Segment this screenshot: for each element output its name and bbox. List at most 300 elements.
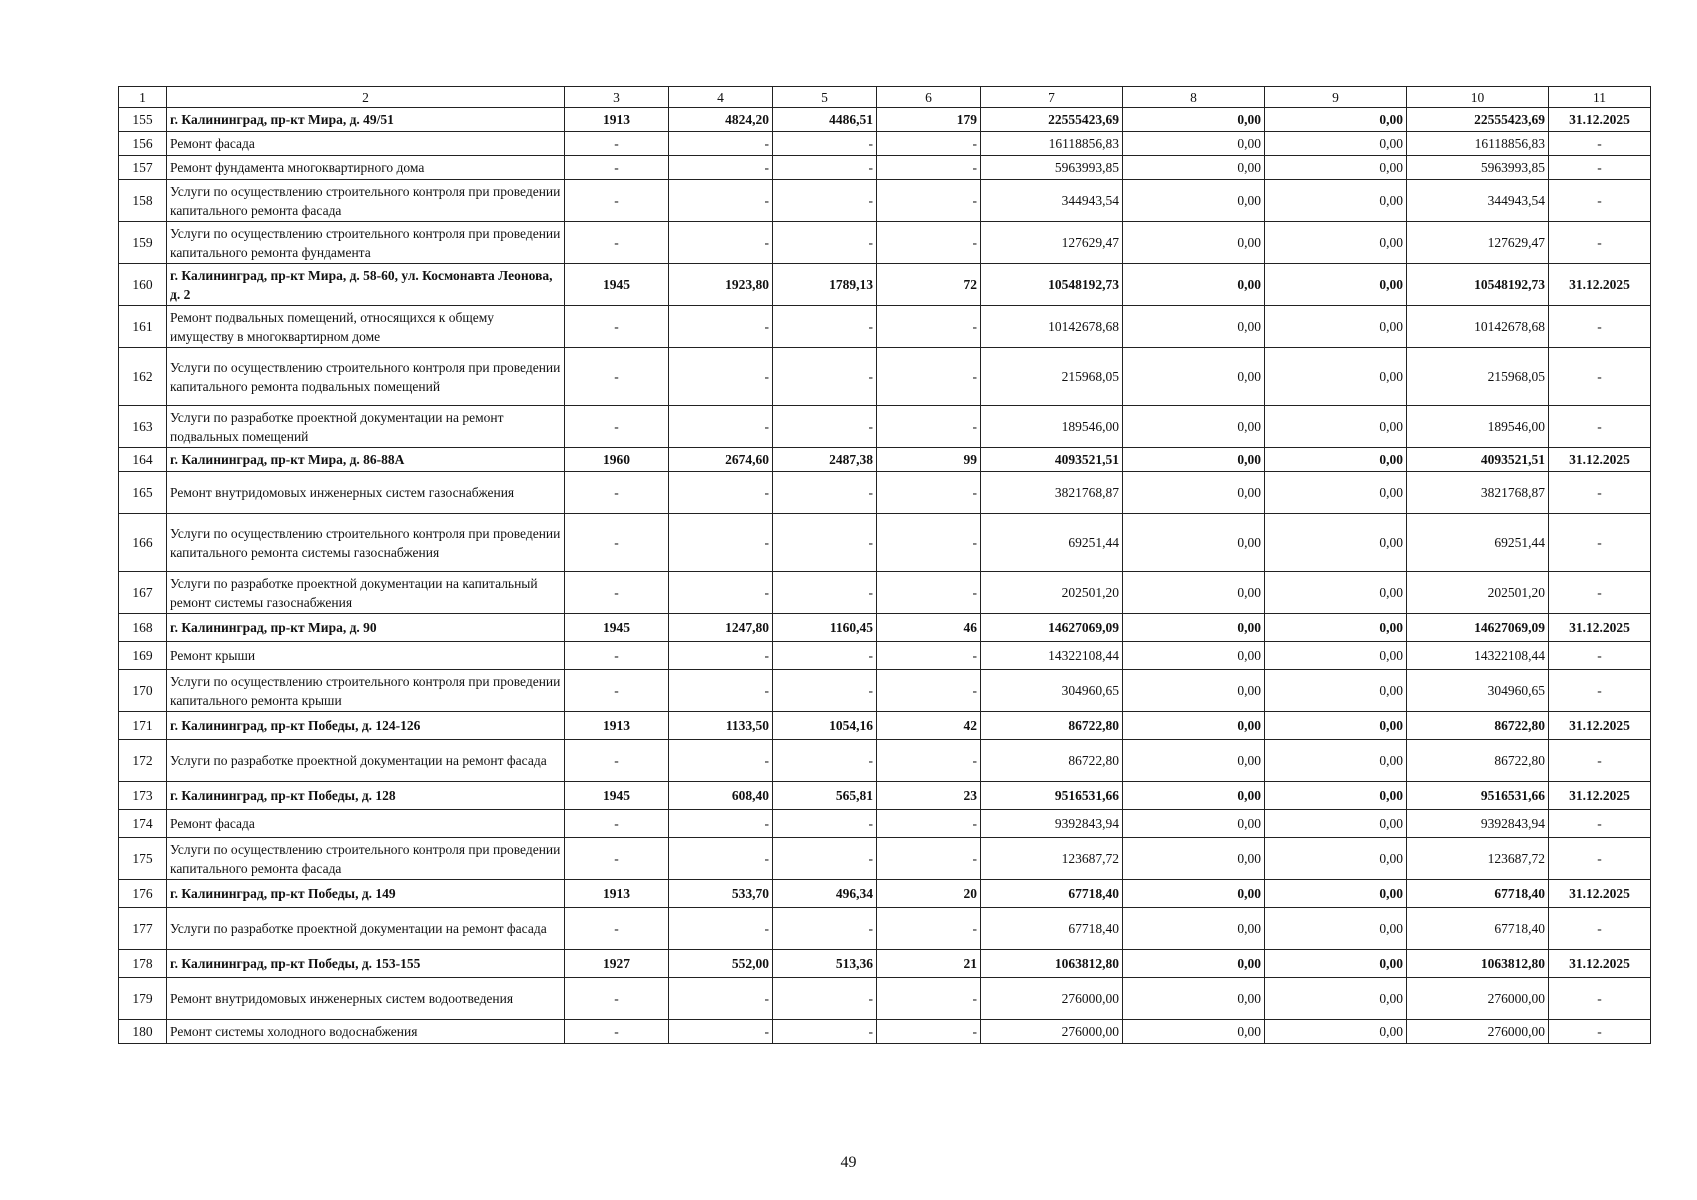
col11-cell: 31.12.2025	[1549, 264, 1651, 306]
col4-cell: 533,70	[669, 880, 773, 908]
col10-cell: 16118856,83	[1407, 132, 1549, 156]
col4-cell: -	[669, 514, 773, 572]
col8-cell: 0,00	[1123, 642, 1265, 670]
col5-cell: 1789,13	[773, 264, 877, 306]
col4-cell: 4824,20	[669, 108, 773, 132]
col9-cell: 0,00	[1265, 132, 1407, 156]
col4-cell: -	[669, 838, 773, 880]
row-number-cell: 178	[119, 950, 167, 978]
row-number-cell: 177	[119, 908, 167, 950]
col8-cell: 0,00	[1123, 348, 1265, 406]
col6-cell: -	[877, 348, 981, 406]
col7-cell: 3821768,87	[981, 472, 1123, 514]
col9-cell: 0,00	[1265, 978, 1407, 1020]
object-name-cell: г. Калининград, пр-кт Мира, д. 86-88А	[167, 448, 565, 472]
col5-cell: -	[773, 572, 877, 614]
object-name-cell: г. Калининград, пр-кт Мира, д. 49/51	[167, 108, 565, 132]
col11-cell: -	[1549, 670, 1651, 712]
col7-cell: 127629,47	[981, 222, 1123, 264]
row-number-cell: 160	[119, 264, 167, 306]
col10-cell: 215968,05	[1407, 348, 1549, 406]
col6-cell: 23	[877, 782, 981, 810]
col3-cell: -	[565, 348, 669, 406]
col6-cell: -	[877, 670, 981, 712]
col7-cell: 16118856,83	[981, 132, 1123, 156]
col7-cell: 344943,54	[981, 180, 1123, 222]
work-item-row	[119, 222, 1651, 264]
row-number-cell: 180	[119, 1020, 167, 1044]
col6-cell: -	[877, 740, 981, 782]
row-number-cell: 169	[119, 642, 167, 670]
col9-cell: 0,00	[1265, 156, 1407, 180]
col5-cell: -	[773, 156, 877, 180]
col7-cell: 9516531,66	[981, 782, 1123, 810]
work-item-row	[119, 348, 1651, 406]
col3-cell: -	[565, 132, 669, 156]
col8-cell: 0,00	[1123, 306, 1265, 348]
col9-cell: 0,00	[1265, 908, 1407, 950]
work-item-row	[119, 1020, 1651, 1044]
col3-cell: 1960	[565, 448, 669, 472]
object-name-cell: Услуги по осуществлению строительного контроля при проведении капитального ремонта системы газоснабжения	[167, 514, 565, 572]
col7-cell: 67718,40	[981, 880, 1123, 908]
col11-cell: -	[1549, 810, 1651, 838]
col6-cell: -	[877, 978, 981, 1020]
col3-cell: -	[565, 740, 669, 782]
col9-cell: 0,00	[1265, 472, 1407, 514]
col10-cell: 86722,80	[1407, 712, 1549, 740]
col9-cell: 0,00	[1265, 514, 1407, 572]
col11-cell: -	[1549, 978, 1651, 1020]
col9-cell: 0,00	[1265, 108, 1407, 132]
work-item-row	[119, 908, 1651, 950]
col11-cell: 31.12.2025	[1549, 782, 1651, 810]
col11-cell: -	[1549, 838, 1651, 880]
col10-cell: 202501,20	[1407, 572, 1549, 614]
row-number-cell: 163	[119, 406, 167, 448]
col9-cell: 0,00	[1265, 838, 1407, 880]
address-row	[119, 108, 1651, 132]
col4-cell: -	[669, 978, 773, 1020]
object-name-cell: Ремонт внутридомовых инженерных систем газоснабжения	[167, 472, 565, 514]
object-name-cell: Ремонт внутридомовых инженерных систем водоотведения	[167, 978, 565, 1020]
col7-cell: 215968,05	[981, 348, 1123, 406]
work-item-row	[119, 306, 1651, 348]
col9-cell: 0,00	[1265, 448, 1407, 472]
repair-program-table	[118, 86, 1651, 1044]
col6-cell: -	[877, 810, 981, 838]
work-item-row	[119, 740, 1651, 782]
col4-cell: -	[669, 406, 773, 448]
col8-cell: 0,00	[1123, 514, 1265, 572]
col4-cell: -	[669, 740, 773, 782]
col6-cell: -	[877, 642, 981, 670]
col9-cell: 0,00	[1265, 642, 1407, 670]
col3-cell: -	[565, 156, 669, 180]
row-number-cell: 179	[119, 978, 167, 1020]
col7-cell: 189546,00	[981, 406, 1123, 448]
col10-cell: 14322108,44	[1407, 642, 1549, 670]
work-item-row	[119, 642, 1651, 670]
col7-cell: 304960,65	[981, 670, 1123, 712]
row-number-cell: 161	[119, 306, 167, 348]
col5-cell: -	[773, 348, 877, 406]
row-number-cell: 176	[119, 880, 167, 908]
col3-cell: -	[565, 908, 669, 950]
col11-cell: -	[1549, 132, 1651, 156]
col4-cell: -	[669, 908, 773, 950]
col11-cell: 31.12.2025	[1549, 108, 1651, 132]
col11-cell: -	[1549, 306, 1651, 348]
col3-cell: 1913	[565, 108, 669, 132]
column-header: 9	[1265, 87, 1407, 108]
col8-cell: 0,00	[1123, 222, 1265, 264]
object-name-cell: Ремонт фасада	[167, 132, 565, 156]
col7-cell: 86722,80	[981, 712, 1123, 740]
object-name-cell: Ремонт фундамента многоквартирного дома	[167, 156, 565, 180]
col3-cell: -	[565, 180, 669, 222]
object-name-cell: Ремонт подвальных помещений, относящихся к общему имуществу в многоквартирном доме	[167, 306, 565, 348]
row-number-cell: 157	[119, 156, 167, 180]
col10-cell: 9392843,94	[1407, 810, 1549, 838]
col10-cell: 123687,72	[1407, 838, 1549, 880]
col5-cell: -	[773, 740, 877, 782]
col8-cell: 0,00	[1123, 264, 1265, 306]
work-item-row	[119, 132, 1651, 156]
col4-cell: -	[669, 472, 773, 514]
work-item-row	[119, 572, 1651, 614]
col5-cell: -	[773, 514, 877, 572]
object-name-cell: Ремонт системы холодного водоснабжения	[167, 1020, 565, 1044]
col3-cell: 1913	[565, 880, 669, 908]
col11-cell: -	[1549, 180, 1651, 222]
col4-cell: -	[669, 1020, 773, 1044]
row-number-cell: 172	[119, 740, 167, 782]
object-name-cell: Ремонт крыши	[167, 642, 565, 670]
col3-cell: -	[565, 572, 669, 614]
col9-cell: 0,00	[1265, 572, 1407, 614]
row-number-cell: 158	[119, 180, 167, 222]
col11-cell: -	[1549, 642, 1651, 670]
col9-cell: 0,00	[1265, 670, 1407, 712]
col10-cell: 4093521,51	[1407, 448, 1549, 472]
column-header: 6	[877, 87, 981, 108]
work-item-row	[119, 406, 1651, 448]
col5-cell: -	[773, 222, 877, 264]
col7-cell: 123687,72	[981, 838, 1123, 880]
col8-cell: 0,00	[1123, 156, 1265, 180]
col8-cell: 0,00	[1123, 180, 1265, 222]
address-row	[119, 264, 1651, 306]
col6-cell: 99	[877, 448, 981, 472]
column-header: 4	[669, 87, 773, 108]
col9-cell: 0,00	[1265, 406, 1407, 448]
col6-cell: 179	[877, 108, 981, 132]
col7-cell: 69251,44	[981, 514, 1123, 572]
object-name-cell: Услуги по осуществлению строительного контроля при проведении капитального ремонта фасада	[167, 838, 565, 880]
col5-cell: 1160,45	[773, 614, 877, 642]
column-header: 10	[1407, 87, 1549, 108]
object-name-cell: г. Калининград, пр-кт Победы, д. 153-155	[167, 950, 565, 978]
column-header: 8	[1123, 87, 1265, 108]
col10-cell: 344943,54	[1407, 180, 1549, 222]
col4-cell: -	[669, 670, 773, 712]
col4-cell: -	[669, 348, 773, 406]
col11-cell: 31.12.2025	[1549, 712, 1651, 740]
col11-cell: -	[1549, 514, 1651, 572]
col8-cell: 0,00	[1123, 108, 1265, 132]
col6-cell: -	[877, 514, 981, 572]
row-number-cell: 162	[119, 348, 167, 406]
row-number-cell: 170	[119, 670, 167, 712]
col9-cell: 0,00	[1265, 306, 1407, 348]
address-row	[119, 950, 1651, 978]
col11-cell: -	[1549, 572, 1651, 614]
object-name-cell: г. Калининград, пр-кт Мира, д. 58-60, ул. Космонавта Леонова, д. 2	[167, 264, 565, 306]
col5-cell: -	[773, 472, 877, 514]
col8-cell: 0,00	[1123, 614, 1265, 642]
col9-cell: 0,00	[1265, 740, 1407, 782]
col4-cell: -	[669, 132, 773, 156]
col8-cell: 0,00	[1123, 132, 1265, 156]
col11-cell: -	[1549, 908, 1651, 950]
col9-cell: 0,00	[1265, 222, 1407, 264]
col10-cell: 69251,44	[1407, 514, 1549, 572]
col8-cell: 0,00	[1123, 740, 1265, 782]
col8-cell: 0,00	[1123, 670, 1265, 712]
row-number-cell: 166	[119, 514, 167, 572]
col11-cell: 31.12.2025	[1549, 880, 1651, 908]
col8-cell: 0,00	[1123, 950, 1265, 978]
column-header: 2	[167, 87, 565, 108]
col3-cell: 1945	[565, 782, 669, 810]
object-name-cell: г. Калининград, пр-кт Мира, д. 90	[167, 614, 565, 642]
col9-cell: 0,00	[1265, 950, 1407, 978]
col4-cell: 1133,50	[669, 712, 773, 740]
col5-cell: 1054,16	[773, 712, 877, 740]
col5-cell: -	[773, 406, 877, 448]
col6-cell: 46	[877, 614, 981, 642]
col11-cell: -	[1549, 222, 1651, 264]
col8-cell: 0,00	[1123, 712, 1265, 740]
col3-cell: 1913	[565, 712, 669, 740]
col8-cell: 0,00	[1123, 406, 1265, 448]
column-header: 11	[1549, 87, 1651, 108]
col8-cell: 0,00	[1123, 838, 1265, 880]
col9-cell: 0,00	[1265, 264, 1407, 306]
column-number-header-row	[119, 87, 1651, 108]
col8-cell: 0,00	[1123, 782, 1265, 810]
col6-cell: -	[877, 406, 981, 448]
col4-cell: -	[669, 810, 773, 838]
work-item-row	[119, 838, 1651, 880]
row-number-cell: 174	[119, 810, 167, 838]
col6-cell: -	[877, 132, 981, 156]
col3-cell: 1945	[565, 614, 669, 642]
col3-cell: -	[565, 642, 669, 670]
col6-cell: -	[877, 306, 981, 348]
column-header: 1	[119, 87, 167, 108]
col5-cell: -	[773, 306, 877, 348]
object-name-cell: Услуги по разработке проектной документации на ремонт подвальных помещений	[167, 406, 565, 448]
col3-cell: -	[565, 670, 669, 712]
col7-cell: 10548192,73	[981, 264, 1123, 306]
col10-cell: 3821768,87	[1407, 472, 1549, 514]
col10-cell: 127629,47	[1407, 222, 1549, 264]
col6-cell: 42	[877, 712, 981, 740]
col4-cell: 552,00	[669, 950, 773, 978]
col4-cell: -	[669, 572, 773, 614]
column-header: 3	[565, 87, 669, 108]
col3-cell: -	[565, 514, 669, 572]
object-name-cell: г. Калининград, пр-кт Победы, д. 128	[167, 782, 565, 810]
col7-cell: 5963993,85	[981, 156, 1123, 180]
row-number-cell: 173	[119, 782, 167, 810]
col3-cell: -	[565, 472, 669, 514]
page-number: 49	[840, 1154, 857, 1171]
col4-cell: -	[669, 156, 773, 180]
col10-cell: 67718,40	[1407, 880, 1549, 908]
col4-cell: 2674,60	[669, 448, 773, 472]
col11-cell: 31.12.2025	[1549, 614, 1651, 642]
col10-cell: 10548192,73	[1407, 264, 1549, 306]
col3-cell: -	[565, 1020, 669, 1044]
object-name-cell: Услуги по разработке проектной документации на ремонт фасада	[167, 908, 565, 950]
col9-cell: 0,00	[1265, 348, 1407, 406]
col7-cell: 14627069,09	[981, 614, 1123, 642]
object-name-cell: Услуги по осуществлению строительного контроля при проведении капитального ремонта крыши	[167, 670, 565, 712]
col5-cell: 4486,51	[773, 108, 877, 132]
col3-cell: -	[565, 838, 669, 880]
col7-cell: 1063812,80	[981, 950, 1123, 978]
object-name-cell: Услуги по осуществлению строительного контроля при проведении капитального ремонта фасада	[167, 180, 565, 222]
col7-cell: 67718,40	[981, 908, 1123, 950]
col8-cell: 0,00	[1123, 978, 1265, 1020]
col4-cell: 1247,80	[669, 614, 773, 642]
column-header: 7	[981, 87, 1123, 108]
col3-cell: 1945	[565, 264, 669, 306]
col4-cell: 1923,80	[669, 264, 773, 306]
col5-cell: -	[773, 908, 877, 950]
col3-cell: 1927	[565, 950, 669, 978]
col6-cell: -	[877, 838, 981, 880]
row-number-cell: 159	[119, 222, 167, 264]
col7-cell: 202501,20	[981, 572, 1123, 614]
work-item-row	[119, 978, 1651, 1020]
col8-cell: 0,00	[1123, 1020, 1265, 1044]
object-name-cell: Услуги по разработке проектной документации на капитальный ремонт системы газоснабжения	[167, 572, 565, 614]
col9-cell: 0,00	[1265, 614, 1407, 642]
address-row	[119, 614, 1651, 642]
object-name-cell: Услуги по осуществлению строительного контроля при проведении капитального ремонта подвальных помещений	[167, 348, 565, 406]
row-number-cell: 165	[119, 472, 167, 514]
address-row	[119, 712, 1651, 740]
col6-cell: -	[877, 180, 981, 222]
col11-cell: -	[1549, 740, 1651, 782]
col10-cell: 14627069,09	[1407, 614, 1549, 642]
col6-cell: 20	[877, 880, 981, 908]
row-number-cell: 168	[119, 614, 167, 642]
row-number-cell: 155	[119, 108, 167, 132]
col7-cell: 276000,00	[981, 1020, 1123, 1044]
address-row	[119, 782, 1651, 810]
col6-cell: -	[877, 156, 981, 180]
col10-cell: 304960,65	[1407, 670, 1549, 712]
col5-cell: 2487,38	[773, 448, 877, 472]
col10-cell: 9516531,66	[1407, 782, 1549, 810]
col5-cell: -	[773, 1020, 877, 1044]
col10-cell: 67718,40	[1407, 908, 1549, 950]
col4-cell: -	[669, 222, 773, 264]
col9-cell: 0,00	[1265, 712, 1407, 740]
col8-cell: 0,00	[1123, 448, 1265, 472]
col10-cell: 276000,00	[1407, 1020, 1549, 1044]
col6-cell: -	[877, 572, 981, 614]
col5-cell: -	[773, 642, 877, 670]
col6-cell: -	[877, 222, 981, 264]
col5-cell: 513,36	[773, 950, 877, 978]
col11-cell: 31.12.2025	[1549, 448, 1651, 472]
col11-cell: -	[1549, 156, 1651, 180]
col3-cell: -	[565, 306, 669, 348]
col5-cell: -	[773, 670, 877, 712]
col11-cell: -	[1549, 348, 1651, 406]
row-number-cell: 171	[119, 712, 167, 740]
col5-cell: -	[773, 132, 877, 156]
work-item-row	[119, 670, 1651, 712]
col6-cell: -	[877, 908, 981, 950]
work-item-row	[119, 810, 1651, 838]
col7-cell: 9392843,94	[981, 810, 1123, 838]
col7-cell: 14322108,44	[981, 642, 1123, 670]
object-name-cell: Ремонт фасада	[167, 810, 565, 838]
object-name-cell: Услуги по осуществлению строительного контроля при проведении капитального ремонта фундамента	[167, 222, 565, 264]
col9-cell: 0,00	[1265, 810, 1407, 838]
col3-cell: -	[565, 978, 669, 1020]
col10-cell: 1063812,80	[1407, 950, 1549, 978]
col11-cell: -	[1549, 406, 1651, 448]
row-number-cell: 164	[119, 448, 167, 472]
col4-cell: 608,40	[669, 782, 773, 810]
col10-cell: 22555423,69	[1407, 108, 1549, 132]
col7-cell: 10142678,68	[981, 306, 1123, 348]
col6-cell: -	[877, 1020, 981, 1044]
col7-cell: 276000,00	[981, 978, 1123, 1020]
col5-cell: -	[773, 810, 877, 838]
col5-cell: -	[773, 180, 877, 222]
column-header: 5	[773, 87, 877, 108]
col8-cell: 0,00	[1123, 880, 1265, 908]
col11-cell: -	[1549, 1020, 1651, 1044]
col7-cell: 4093521,51	[981, 448, 1123, 472]
col10-cell: 189546,00	[1407, 406, 1549, 448]
col10-cell: 86722,80	[1407, 740, 1549, 782]
col9-cell: 0,00	[1265, 880, 1407, 908]
col6-cell: -	[877, 472, 981, 514]
col9-cell: 0,00	[1265, 180, 1407, 222]
col7-cell: 86722,80	[981, 740, 1123, 782]
object-name-cell: Услуги по разработке проектной документации на ремонт фасада	[167, 740, 565, 782]
row-number-cell: 167	[119, 572, 167, 614]
col9-cell: 0,00	[1265, 1020, 1407, 1044]
object-name-cell: г. Калининград, пр-кт Победы, д. 149	[167, 880, 565, 908]
work-item-row	[119, 156, 1651, 180]
col8-cell: 0,00	[1123, 572, 1265, 614]
col11-cell: -	[1549, 472, 1651, 514]
col5-cell: -	[773, 838, 877, 880]
col11-cell: 31.12.2025	[1549, 950, 1651, 978]
col4-cell: -	[669, 306, 773, 348]
